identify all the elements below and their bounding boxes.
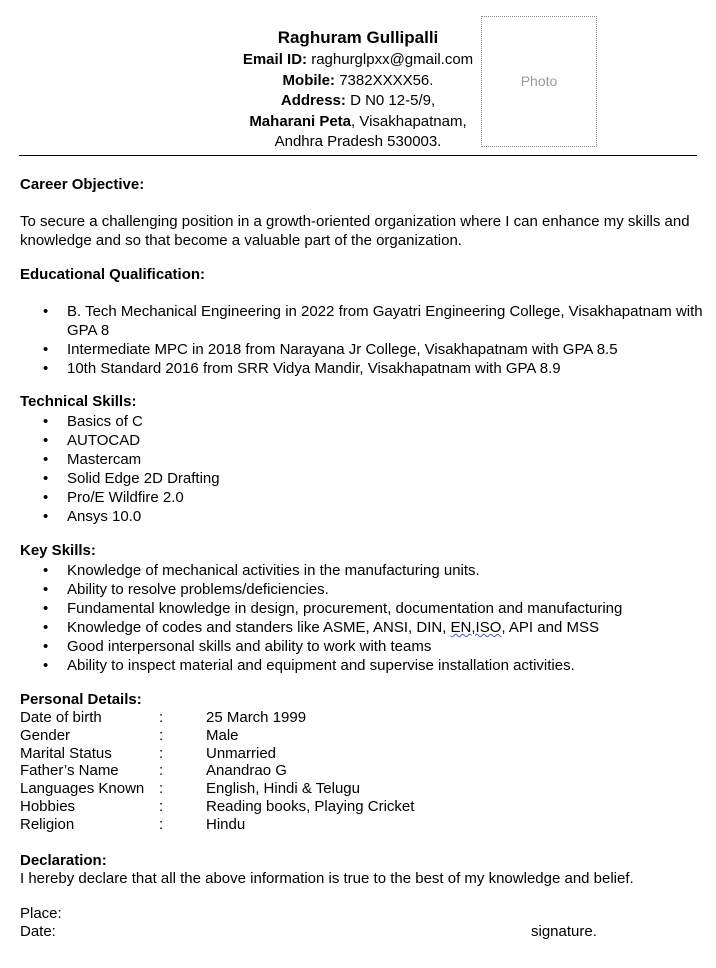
detail-colon: : (159, 780, 164, 797)
email-line (200, 50, 516, 71)
signature-label: signature. (531, 923, 597, 940)
list-item: • Ability to inspect material and equipment and supervise installation activities. (0, 656, 707, 675)
list-item: • Knowledge of mechanical activities in the manufacturing units. (0, 561, 707, 580)
list-item: • 10th Standard 2016 from SRR Vidya Mandir, Visakhapatnam with GPA 8.9 (0, 359, 707, 378)
technical-list (0, 412, 707, 526)
list-item: • Pro/E Wildfire 2.0 (0, 488, 707, 507)
education-heading: Educational Qualification: (20, 266, 206, 283)
locality-bold: Maharani Peta (249, 113, 352, 130)
detail-label: Languages Known (20, 780, 145, 797)
detail-value: Male (206, 727, 239, 744)
locality-line (200, 112, 516, 133)
address-label: Address: (280, 92, 346, 109)
list-item: • Ansys 10.0 (0, 507, 707, 526)
declaration-heading: Declaration: (20, 852, 107, 869)
detail-value: Anandrao G (206, 762, 287, 779)
career-text: To secure a challenging position in a growth-oriented organization where I can enhance my skills and knowledge and so that become a valuable part of the organization. (20, 213, 690, 249)
technical-heading: Technical Skills: (20, 393, 137, 410)
key-skills-heading: Key Skills: (20, 542, 96, 559)
detail-value: English, Hindi & Telugu (206, 780, 360, 797)
list-item: • Intermediate MPC in 2018 from Narayana Jr College, Visakhapatnam with GPA 8.5 (0, 340, 707, 359)
mobile-label: Mobile: (282, 72, 336, 89)
list-item: • Ability to resolve problems/deficiencies. (0, 580, 707, 599)
state-line: Andhra Pradesh 530003. (274, 133, 442, 150)
mobile-value: 7382XXXX56. (335, 72, 434, 89)
detail-value: Hindu (206, 816, 246, 833)
detail-label: Father’s Name (20, 762, 119, 779)
detail-value: Unmarried (206, 745, 277, 762)
detail-colon: : (159, 762, 164, 779)
codes-tail: , API and MSS (501, 619, 599, 636)
locality-rest: , Visakhapatnam, (351, 113, 467, 130)
address-value: D N0 12-5/9, (345, 92, 436, 109)
address-line (200, 91, 516, 112)
codes-underlined: EN,ISO (450, 619, 502, 636)
list-item: • Basics of C (0, 412, 707, 431)
email-label: Email ID: (242, 51, 308, 68)
personal-heading: Personal Details: (20, 691, 142, 708)
date-label: Date: (20, 923, 56, 940)
detail-colon: : (159, 745, 164, 762)
header-divider (19, 155, 697, 156)
key-skills-list (0, 561, 707, 675)
detail-label: Date of birth (20, 709, 102, 726)
list-item: • Fundamental knowledge in design, procurement, documentation and manufacturing (0, 599, 707, 618)
detail-label: Gender (20, 727, 71, 744)
photo-placeholder (481, 16, 597, 147)
detail-label: Marital Status (20, 745, 112, 762)
list-item: • AUTOCAD (0, 431, 707, 450)
list-item (0, 618, 707, 637)
detail-colon: : (159, 709, 164, 726)
education-list (0, 302, 707, 378)
detail-colon: : (159, 727, 164, 744)
detail-value: Reading books, Playing Cricket (206, 798, 415, 815)
codes-text: Knowledge of codes and standers like ASME, ANSI, DIN, (67, 619, 451, 636)
detail-colon: : (159, 798, 164, 815)
mobile-line (200, 71, 516, 92)
resume-name: Raghuram Gullipalli (277, 28, 439, 47)
declaration-text: I hereby declare that all the above information is true to the best of my knowledge and belief. (20, 870, 634, 887)
photo-label: Photo (520, 73, 558, 89)
list-item: • Solid Edge 2D Drafting (0, 469, 707, 488)
list-item: • Mastercam (0, 450, 707, 469)
detail-label: Hobbies (20, 798, 76, 815)
list-item: • B. Tech Mechanical Engineering in 2022 from Gayatri Engineering College, Visakhapatnam with GPA 8 (0, 302, 707, 340)
career-heading: Career Objective: (20, 176, 145, 193)
detail-label: Religion (20, 816, 75, 833)
email-value: raghurglpxx@gmail.com (307, 51, 474, 68)
detail-colon: : (159, 816, 164, 833)
place-label: Place: (20, 905, 62, 922)
list-item: • Good interpersonal skills and ability to work with teams (0, 637, 707, 656)
detail-value: 25 March 1999 (206, 709, 307, 726)
